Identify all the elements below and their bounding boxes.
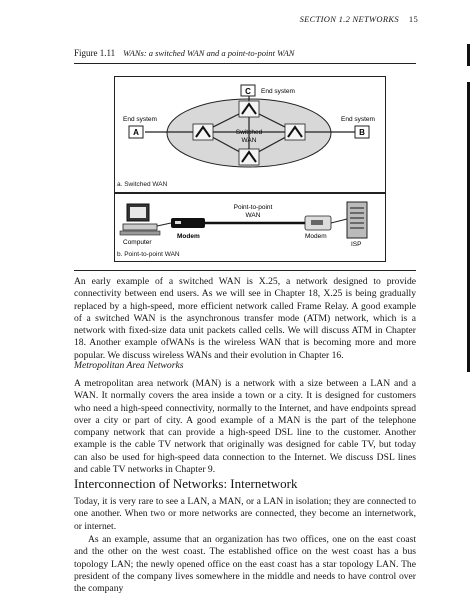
node-b-label: B [359,128,365,137]
switched-label: Switched [235,129,263,136]
p2p-label-line2: WAN [245,212,261,219]
heading-metropolitan: Metropolitan Area Networks [74,360,184,371]
modem-right-icon [305,216,331,230]
paragraph-man: A metropolitan area network (MAN) is a network with a size between a LAN and a WAN. It normally covers the area inside a town or a city. It is designed for customers who need a high-speed connectivity, normally to the Internet, and have endpoints spread over a city or part of city. A good example of a MAN is the part of the telephone company network that can provide a high-speed DSL line to the customer. Another example is the cable TV network that originally was designed for cable TV, but today can also be used for high-speed data connection to the Internet. We discuss DSL lines and cable TV networks in Chapter 9. [74,378,416,476]
heading-internetwork: Interconnection of Networks: Internetwork [74,476,298,491]
figure-bottom-rule [74,270,416,271]
computer-label: Computer [123,239,152,246]
node-c-label: C [245,87,251,96]
end-system-top-label: End system [261,88,295,95]
switched-wan-caption: a. Switched WAN [117,181,168,188]
page-edge-mark-long [467,82,470,372]
switch-top-icon [239,101,259,117]
switch-left-icon [193,124,213,140]
computer-icon [120,204,160,235]
modem-left-label: Modem [177,233,200,240]
figure-number: Figure 1.11 [74,48,116,58]
page-edge-mark-top [467,44,470,66]
switch-bottom-icon [239,149,259,165]
isp-server-icon [347,202,367,238]
switch-right-icon [285,124,305,140]
computer-modem-link [157,223,171,226]
modem-left-icon [171,218,205,228]
figure-caption [74,48,294,58]
wan-label: WAN [241,137,257,144]
figure-title: WANs: a switched WAN and a point-to-point WAN [123,48,295,58]
paragraph-internetwork-intro: Today, it is very rare to see a LAN, a MAN, or a LAN in isolation; they are connected to one another. When two or more networks are connected, they become an internetwork, or internet. [74,496,416,532]
page-number: 15 [408,14,418,24]
paragraph-wan-examples: An early example of a switched WAN is X.25, a network designed to provide connectivity between end users. As we will see in Chapter 18, X.25 is being gradually replaced by a high-speed, more efficient network called Frame Relay. A good example of a switched WAN is the asynchronous transfer mode (ATM) network, which is a network with fixed-size data unit packets called cells. We will discuss ATM in Chapter 18. Another example ofWANs is the wireless WAN that is becoming more and more popular. We discuss wireless WANs and their evolution in Chapter 16. [74,276,416,361]
modem-right-label: Modem [305,233,327,240]
isp-label: ISP [351,241,362,248]
section-title: SECTION 1.2 NETWORKS [299,14,399,24]
running-header [300,14,418,24]
figure-top-rule [74,63,416,64]
p2p-label-line1: Point-to-point [233,204,273,211]
modem-isp-link [331,219,347,223]
paragraph-internetwork-example: As an example, assume that an organization has two offices, one on the east coast and the other on the west coast. The established office on the west coast has a bus topology LAN; the newly opened office on the east coast has a star topology LAN. The president of the company lives somewhere in the middle and needs to have control over the company [74,534,416,595]
node-a-label: A [133,128,139,137]
switched-wan-panel [114,76,386,193]
end-system-left-label: End system [123,116,157,123]
end-system-right-label: End system [341,116,375,123]
p2p-wan-caption: b. Point-to-point WAN [117,251,180,258]
switched-wan-diagram [115,77,385,192]
